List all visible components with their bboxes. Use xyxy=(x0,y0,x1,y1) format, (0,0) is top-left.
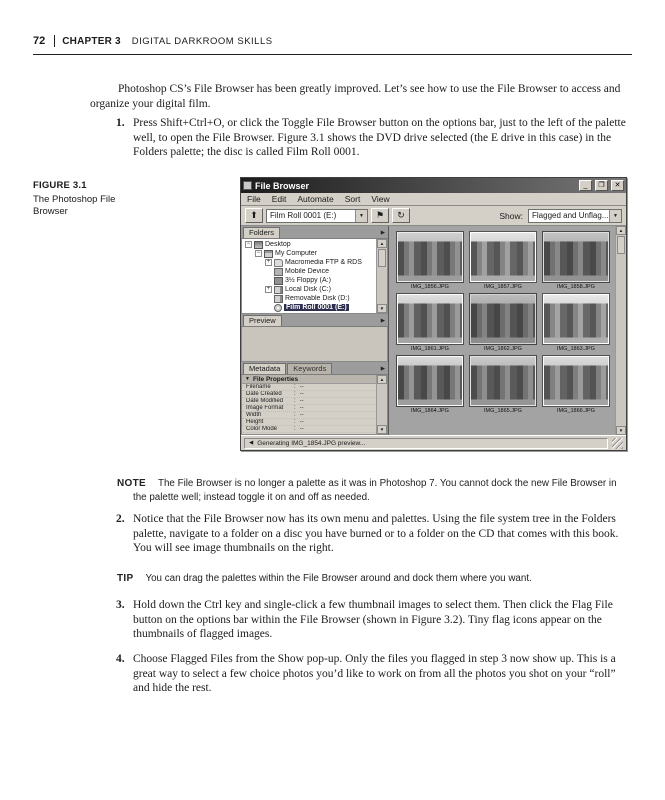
menu-bar xyxy=(241,193,626,206)
metadata-tab[interactable]: Metadata xyxy=(243,363,286,374)
step-number: 2. xyxy=(116,513,125,525)
metadata-row xyxy=(242,405,376,412)
header-divider xyxy=(54,35,55,47)
collapse-icon[interactable]: − xyxy=(256,250,261,256)
thumbnail-filename: IMG_1866.JPG xyxy=(557,408,595,414)
photo-image xyxy=(397,356,463,406)
metadata-separator: : xyxy=(294,405,296,411)
photo-image xyxy=(470,232,536,282)
metadata-separator: : xyxy=(294,398,296,404)
metadata-value: -- xyxy=(299,384,304,390)
window-title: File Browser xyxy=(255,180,310,191)
metadata-tab-bar xyxy=(241,362,388,375)
tree-item-label: 3½ Floppy (A:) xyxy=(285,277,331,284)
section-collapse-icon: ▼ xyxy=(245,376,250,382)
status-text: Generating IMG_1854.JPG preview... xyxy=(257,439,366,447)
step-number: 1. xyxy=(116,117,125,129)
metadata-value: -- xyxy=(299,398,304,404)
expander-placeholder xyxy=(265,295,272,302)
scrollbar-thumb[interactable] xyxy=(617,236,625,254)
maximize-button[interactable]: ❐ xyxy=(595,180,608,191)
metadata-label: Color Mode xyxy=(246,426,278,432)
close-button[interactable]: ✕ xyxy=(611,180,624,191)
flag-icon: ⚑ xyxy=(375,210,385,220)
metadata-row xyxy=(242,412,376,419)
metadata-label: Date Modified xyxy=(246,398,284,404)
file-browser-app-icon xyxy=(243,181,252,190)
metadata-scrollbar[interactable] xyxy=(376,375,387,434)
metadata-value: -- xyxy=(299,419,304,425)
photo-image xyxy=(397,232,463,282)
computer-icon xyxy=(264,250,273,258)
tree-item-label: Local Disk (C:) xyxy=(285,286,331,293)
photo-image xyxy=(543,232,609,282)
figure-caption xyxy=(33,180,125,218)
thumbnail[interactable] xyxy=(396,232,464,290)
rotate-button[interactable] xyxy=(392,208,410,223)
desktop-icon xyxy=(254,241,263,249)
metadata-label: Width xyxy=(246,412,262,418)
palette-column xyxy=(241,226,389,435)
location-dropdown[interactable] xyxy=(266,209,368,223)
metadata-value: -- xyxy=(299,412,304,418)
metadata-value: -- xyxy=(299,426,304,432)
folders-tab-bar xyxy=(241,226,388,239)
metadata-row xyxy=(242,398,376,405)
status-arrow-icon: ◀ xyxy=(249,440,254,446)
metadata-separator: : xyxy=(294,391,296,397)
thumbnail[interactable] xyxy=(469,294,537,352)
page-number: 72 xyxy=(33,35,46,47)
file-browser-window xyxy=(240,177,627,451)
tree-item-label: Desktop xyxy=(265,241,291,248)
figure-caption-text: The Photoshop File Browser xyxy=(33,194,116,217)
tree-item-desktop[interactable] xyxy=(244,240,375,249)
scroll-up-icon[interactable]: ▲ xyxy=(616,226,626,235)
browser-main xyxy=(241,226,626,435)
photo-image xyxy=(543,294,609,344)
scroll-down-icon[interactable]: ▼ xyxy=(377,425,387,434)
tree-item-floppy[interactable] xyxy=(244,276,375,285)
tip-block xyxy=(117,572,631,586)
folder-icon xyxy=(274,259,283,267)
folder-tree xyxy=(241,239,388,314)
folders-palette xyxy=(241,226,388,314)
tree-item-label: Mobile Device xyxy=(285,268,329,275)
drive-icon xyxy=(274,286,283,294)
metadata-body xyxy=(241,375,388,435)
expander-placeholder xyxy=(265,268,272,275)
step-text: Hold down the Ctrl key and single-click a few thumbnail images to select them. Then click the Flag File button on the options bar within the File Browser (shown in Figure 3.2). Tiny flag icons appear on the thumbnails of flagged images. xyxy=(133,599,613,640)
scroll-up-icon[interactable]: ▲ xyxy=(377,375,387,384)
tip-label: TIP xyxy=(117,573,134,584)
keywords-tab[interactable]: Keywords xyxy=(287,363,332,374)
metadata-separator: : xyxy=(294,384,296,390)
metadata-label: Date Created xyxy=(246,391,282,397)
menu-sort[interactable]: Sort xyxy=(344,194,361,204)
tree-item-local-disk[interactable] xyxy=(244,285,375,294)
options-bar xyxy=(241,206,626,226)
up-folder-button[interactable] xyxy=(245,208,263,223)
metadata-label: Height xyxy=(246,419,264,425)
photo-image xyxy=(470,356,536,406)
step-2 xyxy=(116,512,631,556)
expand-icon[interactable]: + xyxy=(266,259,271,265)
step-3 xyxy=(116,598,631,642)
folders-scrollbar[interactable] xyxy=(376,239,387,313)
step-number: 4. xyxy=(116,653,125,665)
metadata-row xyxy=(242,426,376,433)
tree-item-label: Film Roll 0001 (E:) xyxy=(286,304,347,311)
preview-empty-area xyxy=(241,327,388,362)
scroll-down-icon[interactable]: ▼ xyxy=(377,304,387,313)
file-properties-section[interactable] xyxy=(242,375,376,384)
metadata-separator: : xyxy=(294,419,296,425)
intro-paragraph: Photoshop CS’s File Browser has been greatly improved. Let’s see how to use the File Browser to access and organize your digital film. xyxy=(90,83,621,110)
metadata-row xyxy=(242,391,376,398)
expander-placeholder xyxy=(265,277,272,284)
thumbnail[interactable] xyxy=(396,294,464,352)
thumbnail-filename: IMG_1864.JPG xyxy=(411,408,449,414)
note-block xyxy=(117,477,631,504)
flag-file-button[interactable] xyxy=(371,208,389,223)
scroll-down-icon[interactable]: ▼ xyxy=(616,426,626,435)
tip-text: You can drag the palettes within the File Browser around and dock them where you want. xyxy=(145,573,532,584)
photo-image xyxy=(470,294,536,344)
thumbnails-scrollbar[interactable] xyxy=(615,226,626,435)
tree-item-removable-disk[interactable] xyxy=(244,294,375,303)
scroll-up-icon[interactable]: ▲ xyxy=(377,239,387,248)
page-header xyxy=(33,35,632,55)
thumbnail[interactable] xyxy=(469,356,537,414)
tree-item-my-computer[interactable] xyxy=(244,249,375,258)
floppy-icon xyxy=(274,277,283,285)
note-text: The File Browser is no longer a palette as it was in Photoshop 7. You cannot dock the new File Browser in the palette well; instead toggle it on and off as needed. xyxy=(133,478,617,503)
chapter-label: CHAPTER 3 xyxy=(62,35,121,47)
metadata-label: Filename xyxy=(246,384,271,390)
thumbnail[interactable] xyxy=(542,356,610,414)
metadata-row xyxy=(242,384,376,391)
palette-menu-icon[interactable]: ▶ xyxy=(380,365,385,372)
cd-icon xyxy=(274,304,282,312)
thumbnail[interactable] xyxy=(542,294,610,352)
metadata-palette xyxy=(241,362,388,435)
tree-item-label: Macromedia FTP & RDS xyxy=(285,259,362,266)
step-text: Press Shift+Ctrl+O, or click the Toggle File Browser button on the options bar, just to the left of the palette well, to open the File Browser. Figure 3.1 shows the DVD drive selected (the E drive in this case) in the Folders palette; the disc is called Film Roll 0001. xyxy=(133,117,626,158)
step-text: Notice that the File Browser now has its own menu and palettes. Using the file system tree in the Folders palette, navigate to a folder on a disc you have burned or to a folder on the CD that comes with this book. You will see image thumbnails on the right. xyxy=(133,513,619,554)
tree-item-label: Removable Disk (D:) xyxy=(285,295,350,302)
thumbnail-filename: IMG_1861.JPG xyxy=(411,346,449,352)
drive-icon xyxy=(274,295,283,303)
show-label: Show: xyxy=(499,210,523,221)
palette-menu-icon[interactable]: ▶ xyxy=(380,317,385,324)
metadata-value: -- xyxy=(299,391,304,397)
window-titlebar[interactable] xyxy=(241,178,626,193)
rotate-icon: ↻ xyxy=(397,210,405,220)
step-4 xyxy=(116,652,631,696)
figure-label: FIGURE 3.1 xyxy=(33,180,87,191)
menu-edit[interactable]: Edit xyxy=(271,194,287,204)
thumbnail-filename: IMG_1862.JPG xyxy=(484,346,522,352)
location-value: Film Roll 0001 (E:) xyxy=(270,210,337,220)
thumbnail[interactable] xyxy=(469,232,537,290)
tree-item-mobile-device[interactable] xyxy=(244,267,375,276)
show-dropdown[interactable] xyxy=(528,209,622,223)
thumbnail-filename: IMG_1863.JPG xyxy=(557,346,595,352)
preview-tab[interactable]: Preview xyxy=(243,315,282,326)
chapter-title: DIGITAL DARKROOM SKILLS xyxy=(131,35,273,47)
resize-grip[interactable] xyxy=(612,438,623,449)
step-number: 3. xyxy=(116,599,125,611)
tree-item-macromedia[interactable] xyxy=(244,258,375,267)
thumbnail[interactable] xyxy=(542,232,610,290)
status-bar xyxy=(241,435,626,450)
thumbnail-filename: IMG_1865.JPG xyxy=(484,408,522,414)
chevron-down-icon: ▼ xyxy=(355,210,367,222)
photo-image xyxy=(397,294,463,344)
photo-image xyxy=(543,356,609,406)
thumbnail-grid xyxy=(389,226,626,435)
note-label: NOTE xyxy=(117,478,146,489)
expander-placeholder xyxy=(265,304,272,311)
menu-file[interactable]: File xyxy=(247,194,261,204)
section-title: File Properties xyxy=(252,375,299,383)
chevron-down-icon: ▼ xyxy=(609,210,621,222)
status-field xyxy=(244,438,608,449)
minimize-button[interactable]: _ xyxy=(579,180,592,191)
scrollbar-thumb[interactable] xyxy=(378,249,386,267)
up-arrow-icon: ⬆ xyxy=(250,210,258,220)
metadata-value: -- xyxy=(299,405,304,411)
thumbnail-filename: IMG_1857.JPG xyxy=(484,284,522,290)
metadata-row xyxy=(242,419,376,426)
menu-view[interactable]: View xyxy=(371,194,390,204)
preview-tab-bar xyxy=(241,314,388,327)
menu-automate[interactable]: Automate xyxy=(297,194,334,204)
thumbnail-filename: IMG_1856.JPG xyxy=(411,284,449,290)
metadata-separator: : xyxy=(294,426,296,432)
step-text: Choose Flagged Files from the Show pop-up. Only the files you flagged in step 3 now show up. This is a great way to select a few choice photos you’d like to work on from all the photos you shot on your “roll” and hide the rest. xyxy=(133,653,616,694)
device-icon xyxy=(274,268,283,276)
expand-icon[interactable]: + xyxy=(266,286,271,292)
folders-tab[interactable]: Folders xyxy=(243,227,280,238)
thumbnail-filename: IMG_1858.JPG xyxy=(557,284,595,290)
step-1 xyxy=(116,116,631,160)
preview-palette xyxy=(241,314,388,362)
metadata-label: Image Format xyxy=(246,405,284,411)
palette-menu-icon[interactable]: ▶ xyxy=(380,229,385,236)
collapse-icon[interactable]: − xyxy=(246,241,251,247)
show-value: Flagged and Unflag... xyxy=(532,210,609,220)
thumbnail[interactable] xyxy=(396,356,464,414)
tree-item-label: My Computer xyxy=(275,250,318,257)
metadata-separator: : xyxy=(294,412,296,418)
tree-item-film-roll[interactable] xyxy=(244,303,375,312)
